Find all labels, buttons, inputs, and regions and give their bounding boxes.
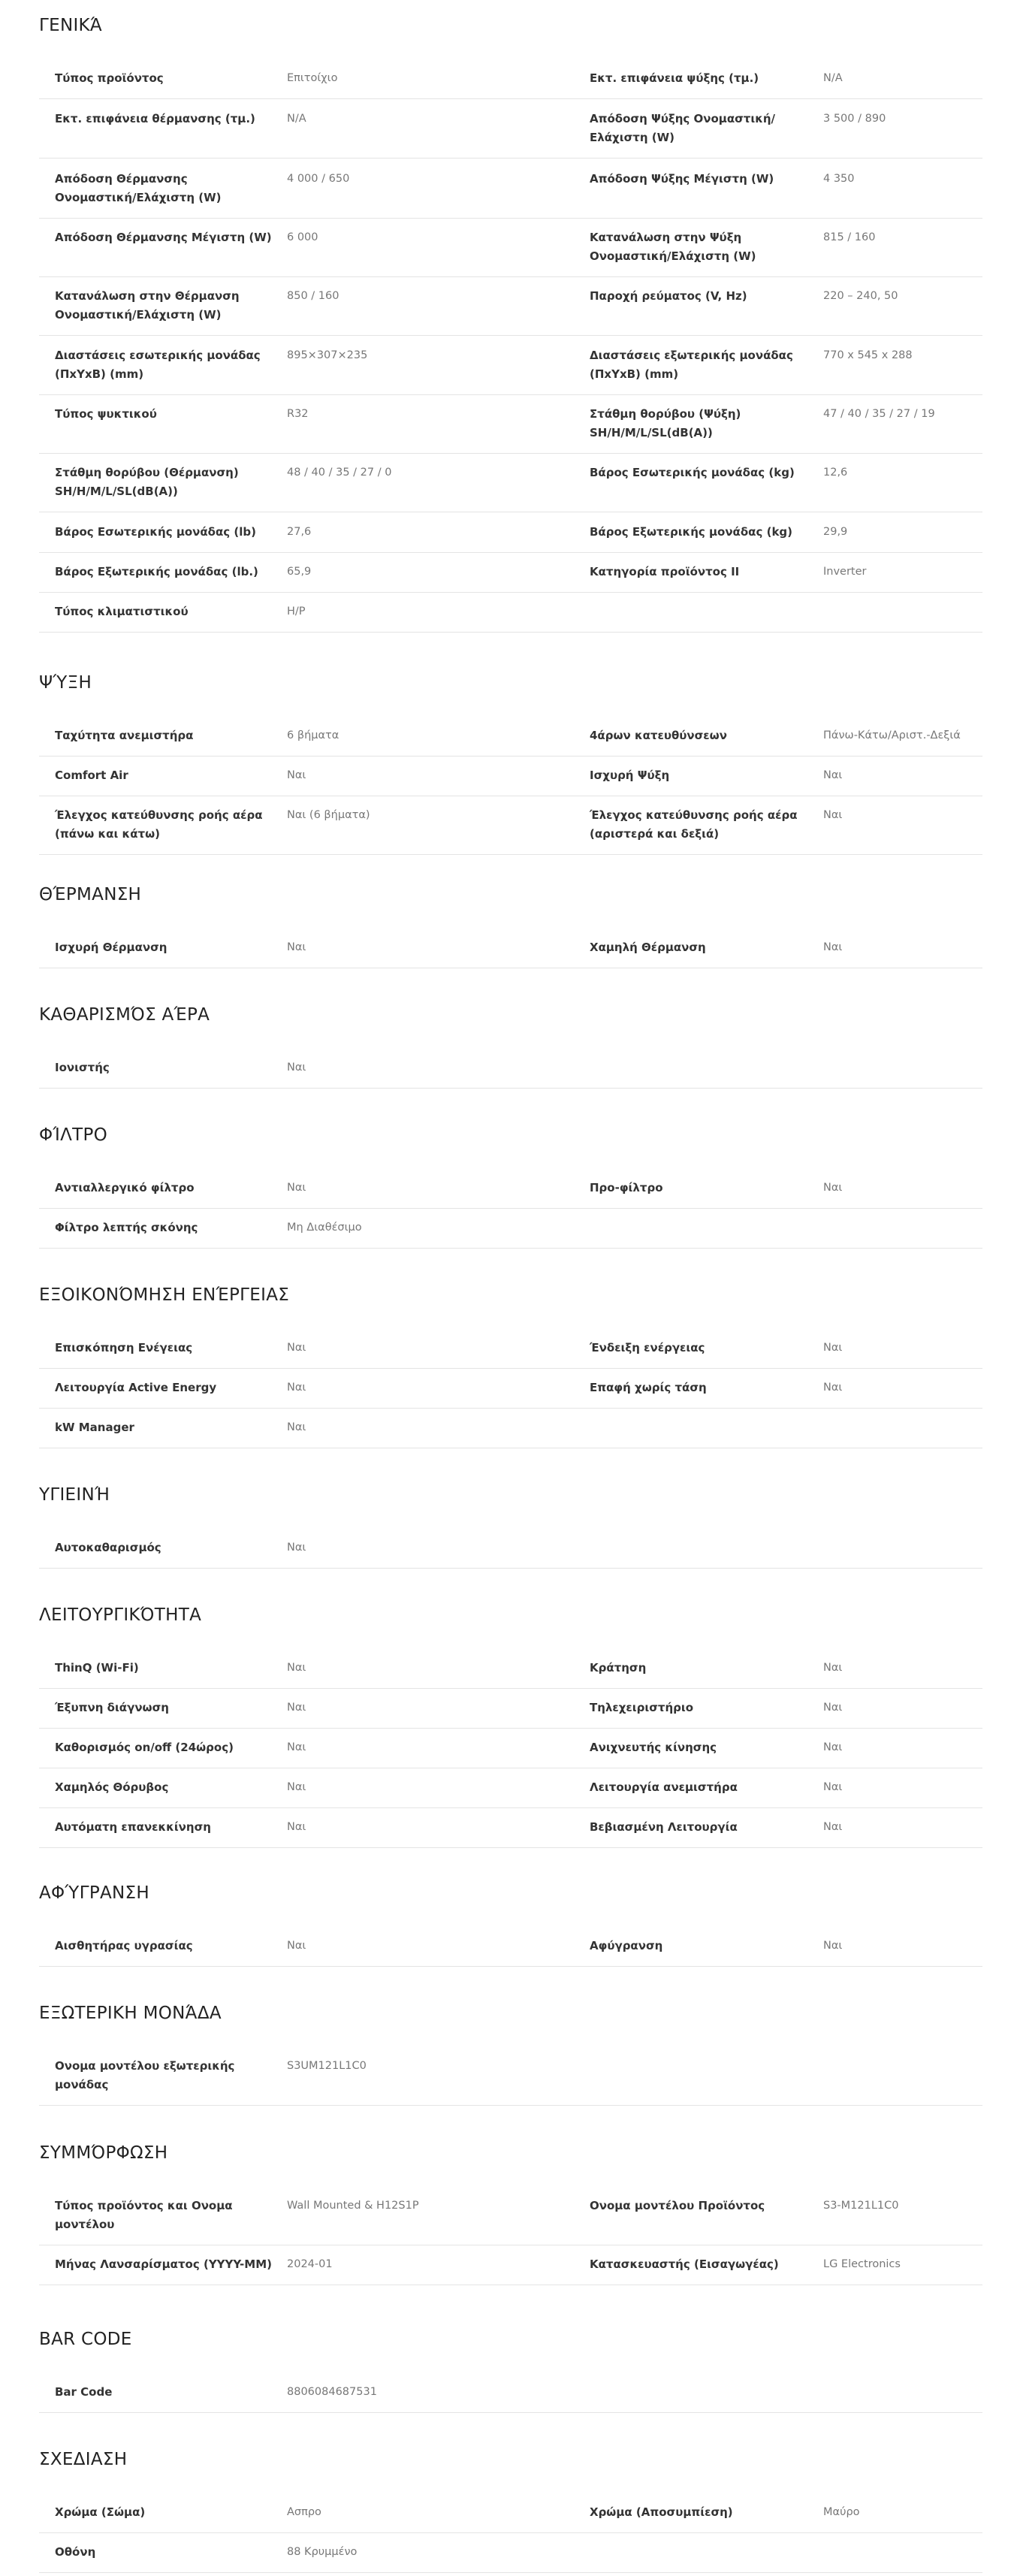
spec-value: 770 x 545 x 288 [823,349,913,361]
spec-label: Φίλτρο λεπτής σκόνης [55,1221,198,1234]
spec-label: Βάρος Εξωτερικής μονάδας (lb.) [55,565,258,578]
spec-label: Βάρος Εξωτερικής μονάδας (kg) [590,525,793,539]
spec-label: Αυτοκαθαρισμός [55,1541,161,1554]
spec-row [39,1768,982,1808]
spec-value: Ναι [823,809,843,821]
spec-row [39,1689,982,1729]
spec-value: 12,6 [823,467,848,479]
spec-value: Ναι (6 βήματα) [287,809,370,821]
spec-label: Τύπος προϊόντος [55,71,164,85]
spec-value: 850 / 160 [287,290,340,302]
spec-row [39,796,982,855]
spec-label: Ταχύτητα ανεμιστήρα [55,729,194,742]
spec-label: Στάθμη θορύβου (Θέρμανση) SH/H/M/L/SL(dB(A)) [55,466,239,498]
spec-value: S3UM121L1C0 [287,2060,367,2072]
spec-value: 4 350 [823,173,855,185]
spec-row [39,2047,982,2106]
spec-row [39,59,982,99]
spec-value: 29,9 [823,526,848,538]
spec-label: Διαστάσεις εσωτερικής μονάδας (ΠxΥxΒ) (mm) [55,349,261,381]
spec-value: N/A [287,113,306,125]
section-title: ΓΕΝΙΚΆ [39,16,103,35]
spec-label: Ισχυρή Ψύξη [590,769,670,782]
spec-label: Λειτουργία Active Energy [55,1381,217,1394]
spec-value: Ναι [287,1062,306,1074]
section-title: ΦΊΛΤΡΟ [39,1125,108,1145]
spec-value: Μη Διαθέσιμο [287,1222,362,1234]
spec-label: Κατανάλωση στην Θέρμανση Ονομαστική/Ελάχιστη (W) [55,289,240,322]
spec-value: Ναι [287,1741,306,1753]
spec-value: Ναι [287,1821,306,1833]
spec-label: Παροχή ρεύματος (V, Hz) [590,289,747,303]
spec-value: 2024-01 [287,2258,333,2270]
spec-label: Χαμηλός Θόρυβος [55,1780,169,1794]
spec-value: Ασπρο [287,2506,321,2518]
spec-value: Επιτοίχιο [287,72,338,84]
spec-label: Κατανάλωση στην Ψύξη Ονομαστική/Ελάχιστη (W) [590,231,756,263]
spec-label: Καθορισμός on/off (24ώρος) [55,1741,234,1754]
spec-label: ThinQ (Wi-Fi) [55,1661,139,1675]
spec-value: Ναι [287,1342,306,1354]
spec-label: Αυτόματη επανεκκίνηση [55,1820,211,1834]
spec-row [39,1529,982,1569]
spec-value: 8806084687531 [287,2386,377,2398]
spec-row [39,454,982,512]
spec-value: Ναι [823,1182,843,1194]
spec-label: Απόδοση Θέρμανσης Μέγιστη (W) [55,231,272,244]
spec-label: Οθόνη [55,2545,96,2559]
spec-label: Κατασκευαστής (Εισαγωγέας) [590,2257,779,2271]
spec-value: Ναι [823,1702,843,1714]
spec-value: N/A [823,72,843,84]
spec-row [39,219,982,277]
spec-label: Χρώμα (Αποσυμπίεση) [590,2505,733,2519]
spec-row [39,1649,982,1689]
spec-row [39,100,982,159]
spec-row [39,1209,982,1249]
spec-label: Βεβιασμένη Λειτουργία [590,1820,738,1834]
spec-label: Bar Code [55,2385,113,2399]
spec-row [39,1049,982,1089]
spec-value: R32 [287,408,309,420]
spec-value: Ναι [823,1382,843,1394]
spec-label: Ένδειξη ενέργειας [590,1341,705,1354]
spec-value: Ναι [823,769,843,781]
spec-label: Αισθητήρας υγρασίας [55,1939,193,1952]
spec-value: Inverter [823,566,867,578]
spec-value: Ναι [823,1821,843,1833]
spec-label: Χαμηλή Θέρμανση [590,941,706,954]
spec-row [39,2373,982,2413]
spec-label: Επισκόπηση Ενέγειας [55,1341,193,1354]
spec-label: Βάρος Εσωτερικής μονάδας (lb) [55,525,256,539]
spec-value: Ναι [287,769,306,781]
spec-label: Εκτ. επιφάνεια θέρμανσης (τμ.) [55,112,255,125]
spec-value: 895×307×235 [287,349,368,361]
spec-label: Έξυπνη διάγνωση [55,1701,169,1714]
spec-value: Ναι [287,1940,306,1952]
spec-label: Βάρος Εσωτερικής μονάδας (kg) [590,466,795,479]
spec-value: Ναι [287,1781,306,1793]
section-title: ΑΦΎΓΡΑΝΣΗ [39,1883,149,1903]
spec-value: Ναι [287,1421,306,1433]
section-title: ΚΑΘΑΡΙΣΜΌΣ ΑΈΡΑ [39,1005,210,1025]
spec-value: LG Electronics [823,2258,901,2270]
spec-value: 6 βήματα [287,729,340,741]
spec-value: Ναι [823,1662,843,1674]
spec-label: Αφύγρανση [590,1939,663,1952]
spec-row [39,2245,982,2285]
spec-label: Απόδοση Ψύξης Μέγιστη (W) [590,172,774,186]
spec-label: Ιονιστής [55,1061,110,1074]
spec-label: Απόδοση Θέρμανσης Ονομαστική/Ελάχιστη (W) [55,172,222,204]
spec-value: Πάνω-Κάτω/Αριστ.-Δεξιά [823,729,961,741]
spec-label: Τύπος κλιματιστικού [55,605,189,618]
spec-value: 220 – 240, 50 [823,290,898,302]
spec-row [39,2533,982,2573]
spec-label: Επαφή χωρίς τάση [590,1381,707,1394]
spec-row [39,337,982,395]
spec-label: Κατηγορία προϊόντος II [590,565,740,578]
spec-value: Ναι [823,1342,843,1354]
spec-label: Εκτ. επιφάνεια ψύξης (τμ.) [590,71,759,85]
spec-row [39,2493,982,2533]
spec-value: Ναι [287,941,306,953]
spec-label: 4άρων κατευθύνσεων [590,729,727,742]
spec-row [39,1409,982,1448]
spec-label: Κράτηση [590,1661,647,1675]
spec-value: Ναι [823,1741,843,1753]
spec-value: Ναι [287,1542,306,1554]
spec-row [39,2187,982,2245]
spec-label: Απόδοση Ψύξης Ονομαστική/Ελάχιστη (W) [590,112,776,144]
spec-value: 6 000 [287,231,318,243]
spec-value: 48 / 40 / 35 / 27 / 0 [287,467,392,479]
section-title: ΘΈΡΜΑΝΣΗ [39,885,142,904]
spec-value: Ναι [287,1662,306,1674]
spec-value: 47 / 40 / 35 / 27 / 19 [823,408,935,420]
spec-label: Τύπος προϊόντος και Ονομα μοντέλου [55,2199,233,2231]
spec-value: Ναι [287,1702,306,1714]
spec-row [39,717,982,756]
spec-value: 4 000 / 650 [287,173,350,185]
spec-label: Έλεγχος κατεύθυνσης ροής αέρα (αριστερά και δεξιά) [590,808,798,841]
section-title: ΕΞΟΙΚΟΝΌΜΗΣΗ ΕΝΈΡΓΕΙΑΣ [39,1285,290,1305]
spec-row [39,513,982,553]
spec-row [39,160,982,219]
spec-value: Ναι [823,941,843,953]
spec-label: Χρώμα (Σώμα) [55,2505,146,2519]
section-title: ΣΧΕΔΙΑΣΗ [39,2450,128,2469]
spec-value: 27,6 [287,526,312,538]
spec-value: Μαύρο [823,2506,860,2518]
spec-value: Ναι [287,1182,306,1194]
spec-value: Ναι [287,1382,306,1394]
spec-value: 815 / 160 [823,231,876,243]
section-title: ΛΕΙΤΟΥΡΓΙΚΌΤΗΤΑ [39,1605,202,1625]
section-title: BAR CODE [39,2330,132,2349]
spec-row [39,395,982,454]
spec-row [39,553,982,593]
section-title: ΕΞΩΤΕΡΙΚΗ ΜΟΝΆΔΑ [39,2004,222,2023]
spec-label: Τύπος ψυκτικού [55,407,157,421]
spec-label: Τηλεχειριστήριο [590,1701,694,1714]
spec-row [39,277,982,336]
spec-label: Αντιαλλεργικό φίλτρο [55,1181,195,1194]
spec-row [39,1729,982,1768]
spec-row [39,929,982,968]
spec-row [39,1369,982,1409]
spec-value: H/P [287,605,306,618]
spec-label: Προ-φίλτρο [590,1181,663,1194]
spec-value: 65,9 [287,566,312,578]
spec-label: Ονομα μοντέλου εξωτερικής μονάδας [55,2059,235,2091]
spec-value: Ναι [823,1781,843,1793]
spec-label: Ονομα μοντέλου Προϊόντος [590,2199,765,2212]
spec-row [39,1927,982,1967]
spec-label: Ισχυρή Θέρμανση [55,941,167,954]
spec-label: Μήνας Λανσαρίσματος (YYYY-MM) [55,2257,272,2271]
spec-value: 88 Κρυμμένο [287,2546,358,2558]
spec-value: Ναι [823,1940,843,1952]
section-title: ΥΓΙΕΙΝΉ [39,1485,110,1505]
section-title: ΣΥΜΜΌΡΦΩΣΗ [39,2143,168,2163]
spec-label: Διαστάσεις εξωτερικής μονάδας (ΠxΥxΒ) (mm) [590,349,793,381]
spec-row [39,756,982,796]
spec-row [39,1808,982,1848]
section-title: ΨΎΞΗ [39,673,92,693]
spec-value: Wall Mounted & H12S1P [287,2200,419,2212]
spec-label: kW Manager [55,1421,134,1434]
spec-value: S3-M121L1C0 [823,2200,899,2212]
spec-label: Comfort Air [55,769,128,782]
spec-row [39,1169,982,1209]
spec-row [39,593,982,633]
spec-value: 3 500 / 890 [823,113,886,125]
spec-label: Λειτουργία ανεμιστήρα [590,1780,738,1794]
spec-row [39,1329,982,1369]
spec-label: Στάθμη θορύβου (Ψύξη) SH/H/M/L/SL(dB(A)) [590,407,741,439]
spec-label: Ανιχνευτής κίνησης [590,1741,717,1754]
spec-label: Έλεγχος κατεύθυνσης ροής αέρα (πάνω και κάτω) [55,808,263,841]
